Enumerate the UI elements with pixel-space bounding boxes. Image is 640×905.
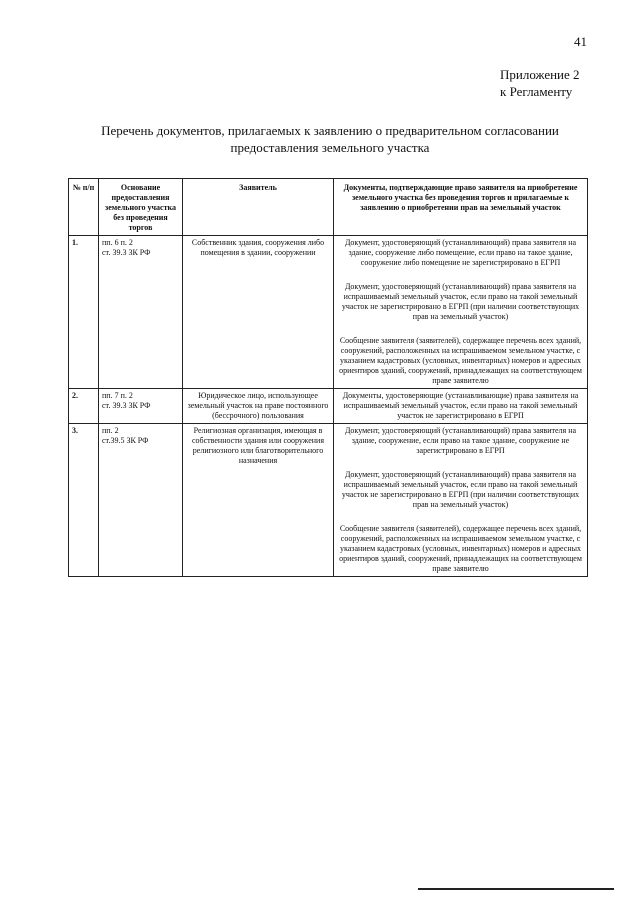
document-item: Документы, удостоверяющие (устанавливающие) права заявителя на испрашиваемый земельный участок, если право на такой земельный участок не зарегистрировано в ЕГРП [342,391,579,420]
row-number: 2. [69,389,99,424]
table-row [69,424,588,577]
header-basis: Основание предоставления земельного участка без проведения торгов [99,179,183,236]
table-row [69,389,588,424]
appendix-line-2: к Регламенту [500,84,573,99]
table-row [69,236,588,389]
document-item: Сообщение заявителя (заявителей), содержащее перечень всех зданий, сооружений, расположенных на испрашиваемом земельном участке, с указанием кадастровых (условных, инвентарных) номеров и адресных ориентиров зданий, сооружений, принадлежащих на соответствующем праве заявителю [339,524,582,573]
row-applicant: Собственник здания, сооружения либо помещения в здании, сооружении [183,236,334,389]
row-applicant: Юридическое лицо, использующее земельный участок на праве постоянного (бессрочного) пользования [183,389,334,424]
document-title [40,122,620,156]
row-basis: пп. 7 п. 2 ст. 39.3 ЗК РФ [99,389,183,424]
document-item: Документ, удостоверяющий (устанавливающий) права заявителя на здание, сооружение либо помещение, если право на такое здание, сооружение либо помещение не зарегистрировано в ЕГРП [344,238,577,267]
header-num: № п/п [69,179,99,236]
row-number: 3. [69,424,99,577]
row-basis: пп. 2 ст.39.5 ЗК РФ [99,424,183,577]
document-item: Документ, удостоверяющий (устанавливающий) права заявителя на испрашиваемый земельный участок, если право на такой земельный участок не зарегистрировано в ЕГРП (при наличии соответствующих прав на земельный участок) [341,282,580,321]
row-basis: пп. 6 п. 2 ст. 39.3 ЗК РФ [99,236,183,389]
header-applicant: Заявитель [183,179,334,236]
row-documents [334,236,588,389]
header-documents: Документы, подтверждающие право заявителя на приобретение земельного участка без проведения торгов и прилагаемые к заявлению о приобретении прав на земельный участок [334,179,588,236]
documents-table [68,178,588,577]
row-documents [334,389,588,424]
bottom-rule [418,888,614,890]
row-number: 1. [69,236,99,389]
document-item: Документ, удостоверяющий (устанавливающий) права заявителя на здание, сооружение, если право на такое здание, сооружение не зарегистрировано в ЕГРП [344,426,577,455]
document-title-line-1: Перечень документов, прилагаемых к заявлению о предварительном согласовании [101,123,559,138]
page-number: 41 [574,34,587,49]
document-item: Документ, удостоверяющий (устанавливающий) права заявителя на испрашиваемый земельный участок, если право на такой земельный участок не зарегистрировано в ЕГРП (при наличии соответствующих прав на земельный участок) [341,470,580,509]
appendix-line-1: Приложение 2 [500,67,580,82]
row-applicant: Религиозная организация, имеющая в собственности здания или сооружения религиозного или благотворительного назначения [183,424,334,577]
appendix-note [500,66,580,100]
row-documents [334,424,588,577]
table-header-row [69,179,588,236]
document-title-line-2: предоставления земельного участка [230,140,430,155]
document-item: Сообщение заявителя (заявителей), содержащее перечень всех зданий, сооружений, расположенных на испрашиваемом земельном участке, с указанием кадастровых (условных, инвентарных) номеров и адресных ориентиров зданий, сооружений, принадлежащих на соответствующем праве заявителю [339,336,582,385]
